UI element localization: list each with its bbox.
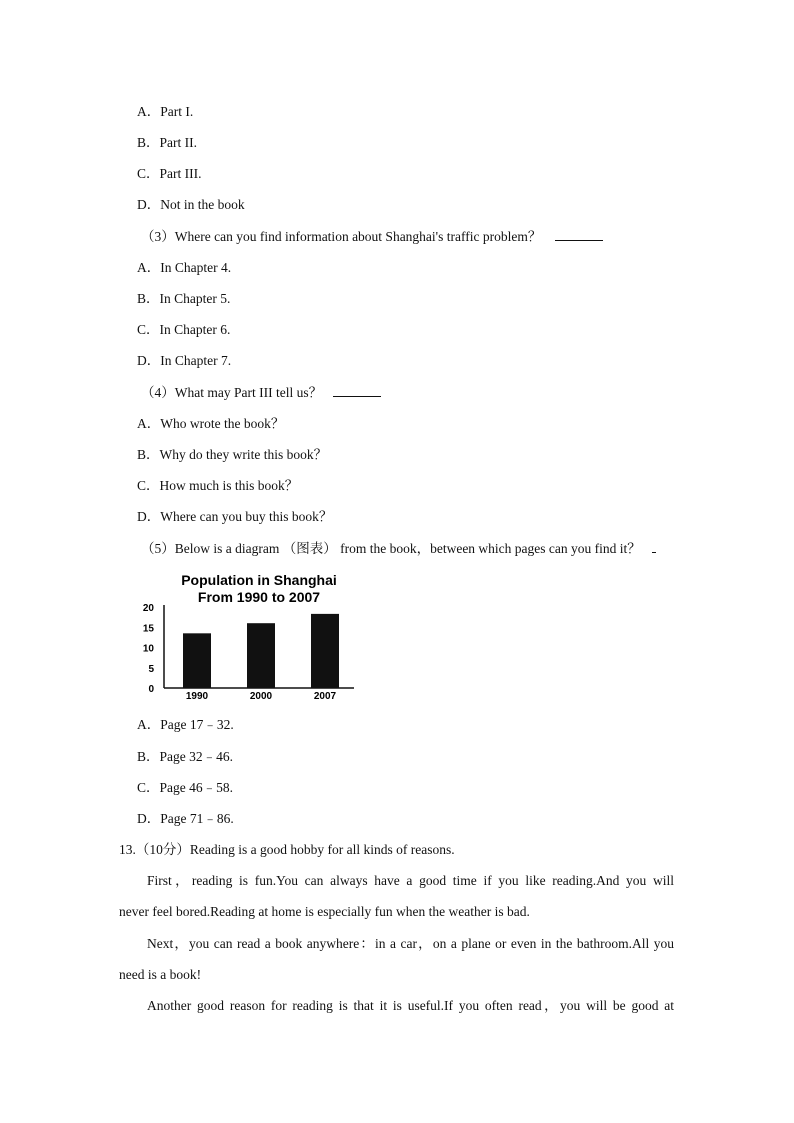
q2-option-c: C．Part III. — [137, 166, 202, 181]
q5-answer-blank[interactable] — [652, 542, 656, 553]
bar-2007 — [311, 614, 339, 688]
q5-option-b: B．Page 32﹣46. — [137, 749, 234, 764]
x-tick-2007: 2007 — [313, 691, 337, 702]
q2-option-a: A．Part I. — [137, 104, 194, 119]
population-bar-chart — [136, 568, 358, 704]
bar-1990 — [183, 633, 211, 688]
chart-subtitle: From 1990 to 2007 — [197, 589, 321, 605]
q5-option-c: C．Page 46﹣58. — [137, 780, 234, 795]
y-tick-5: 5 — [148, 663, 154, 675]
q13-paragraph-2-line-1: Next，you can read a book anywhere：in a car，on a plane or even in the bathroom.All you — [147, 936, 674, 951]
q5-option-a: A．Page 17﹣32. — [137, 717, 234, 732]
y-tick-15: 15 — [142, 623, 154, 635]
q13-paragraph-2-line-2: need is a book! — [119, 967, 202, 982]
y-tick-10: 10 — [142, 643, 154, 655]
y-tick-20: 20 — [142, 603, 154, 614]
q13-header: 13.（10分）Reading is a good hobby for all kinds of reasons. — [119, 842, 455, 857]
q13-paragraph-1-line-1: First，reading is fun.You can always have a good time if you like reading.And you will — [147, 873, 674, 888]
x-tick-labels — [186, 691, 337, 702]
chart-title: Population in Shanghai — [181, 572, 337, 588]
q4-question: （4）What may Part III tell us？ — [141, 384, 381, 402]
q3-question: （3）Where can you find information about Shanghai's traffic problem？ — [141, 228, 603, 246]
q2-option-d: D．Not in the book — [137, 197, 245, 212]
q5-question: （5）Below is a diagram （图表） from the book，between which pages can you find it？ — [141, 540, 656, 558]
bar-2000 — [247, 623, 275, 688]
q3-answer-blank[interactable] — [555, 230, 603, 241]
q13-paragraph-1-line-2: never feel bored.Reading at home is especially fun when the weather is bad. — [119, 904, 530, 919]
x-tick-1990: 1990 — [185, 691, 209, 702]
q2-option-b: B．Part II. — [137, 135, 198, 150]
q3-option-d: D．In Chapter 7. — [137, 353, 232, 368]
x-tick-2000: 2000 — [249, 691, 273, 702]
chart-bars — [183, 614, 339, 688]
y-tick-0: 0 — [148, 684, 154, 695]
q3-option-a: A．In Chapter 4. — [137, 260, 232, 275]
q4-option-c: C．How much is this book？ — [137, 478, 299, 493]
y-tick-labels — [143, 603, 155, 695]
q4-option-a: A．Who wrote the book？ — [137, 416, 285, 431]
q13-paragraph-3-line-1: Another good reason for reading is that it is useful.If you often read，you will be good at — [147, 998, 674, 1013]
q3-option-c: C．In Chapter 6. — [137, 322, 231, 337]
q4-option-b: B．Why do they write this book？ — [137, 447, 328, 462]
q4-answer-blank[interactable] — [333, 386, 381, 397]
q3-option-b: B．In Chapter 5. — [137, 291, 231, 306]
q4-option-d: D．Where can you buy this book？ — [137, 509, 333, 524]
q5-option-d: D．Page 71﹣86. — [137, 811, 234, 826]
